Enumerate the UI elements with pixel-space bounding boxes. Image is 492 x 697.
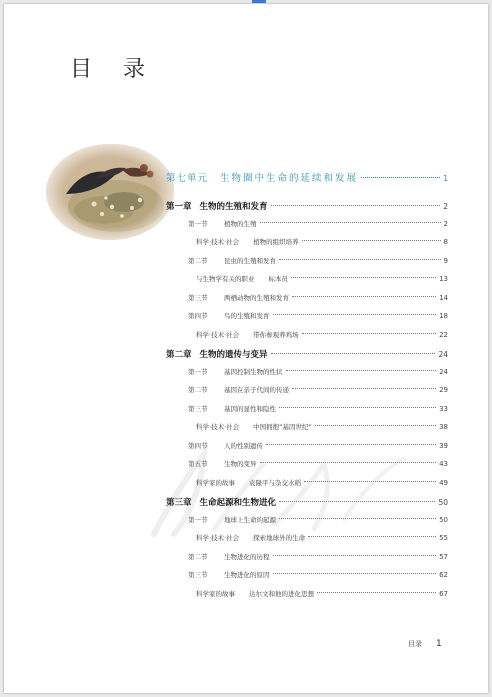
toc-entry-title: 生物的遗传与变异	[199, 350, 268, 360]
table-of-contents	[166, 200, 448, 607]
page-number: 50	[439, 515, 448, 524]
scroll-position-marker	[252, 0, 266, 3]
toc-entry-number: 第三节	[188, 571, 208, 579]
toc-reading-entry[interactable]	[166, 422, 448, 441]
dot-leader	[279, 407, 436, 408]
toc-entry-number: 科学·技术·社会	[196, 534, 240, 542]
toc-entry-number: 第五节	[188, 460, 208, 468]
toc-reading-entry[interactable]	[166, 237, 448, 256]
toc-entry-title: 植物的组织培养	[253, 238, 299, 246]
toc-entry-number: 第四节	[188, 312, 208, 320]
page-number: 55	[439, 534, 448, 542]
page-number: 49	[439, 478, 448, 487]
toc-section-entry[interactable]	[166, 385, 448, 404]
page-number: 24	[439, 367, 448, 376]
toc-section-entry[interactable]	[166, 515, 448, 534]
toc-entry-number: 第一节	[188, 219, 208, 228]
page-number: 14	[439, 293, 448, 302]
page-number: 1	[443, 174, 448, 183]
toc-section-entry[interactable]	[166, 256, 448, 275]
toc-section-entry[interactable]	[166, 293, 448, 312]
dot-leader	[273, 314, 437, 315]
toc-entry-title: 袁隆平与杂交水稻	[249, 478, 301, 487]
page-title: 目 录	[70, 57, 157, 82]
page-number: 24	[438, 350, 448, 359]
page-number: 62	[439, 571, 448, 579]
page-number: 43	[439, 460, 448, 468]
dot-leader	[260, 222, 441, 223]
footer-label: 目录	[408, 640, 422, 648]
dot-leader	[260, 462, 437, 463]
page-number: 39	[439, 441, 448, 450]
dot-leader	[291, 277, 436, 278]
toc-entry-title: 标本员	[268, 275, 288, 283]
toc-entry-number: 第三节	[188, 404, 208, 413]
toc-entry-title: 达尔文和他的进化思想	[249, 589, 314, 598]
page-number: 33	[439, 404, 448, 413]
dot-leader	[279, 259, 441, 260]
page-number: 67	[439, 589, 448, 598]
dot-leader	[361, 177, 440, 178]
toc-entry-title: 生物进化的原因	[224, 571, 270, 579]
unit-heading-entry[interactable]	[166, 170, 448, 184]
toc-chapter-entry[interactable]	[166, 200, 448, 219]
toc-entry-number: 第四节	[188, 441, 208, 450]
page-number: 13	[439, 275, 448, 283]
toc-chapter-entry[interactable]	[166, 496, 448, 515]
page-number: 8	[443, 238, 448, 246]
toc-section-entry[interactable]	[166, 367, 448, 386]
page-number: 29	[439, 386, 448, 394]
toc-reading-entry[interactable]	[166, 533, 448, 552]
toc-entry-number: 科学家的故事	[196, 589, 235, 598]
toc-entry-number: 第二节	[188, 256, 208, 265]
dot-leader	[292, 388, 436, 389]
dot-leader	[317, 592, 436, 593]
dot-leader	[279, 501, 435, 502]
page-footer	[408, 639, 442, 649]
toc-entry-number: 第三节	[188, 293, 208, 302]
dot-leader	[304, 481, 436, 482]
toc-entry-number: 科学家的故事	[196, 478, 235, 487]
toc-entry-title: 基因的显性和隐性	[224, 404, 276, 413]
page-number: 9	[443, 256, 448, 265]
toc-section-entry[interactable]	[166, 441, 448, 460]
toc-entry-number: 第一章	[166, 202, 192, 212]
unit-illustration	[46, 144, 174, 240]
toc-section-entry[interactable]	[166, 552, 448, 571]
toc-entry-title: 两栖动物的生殖和发育	[224, 293, 289, 302]
dot-leader	[286, 370, 437, 371]
toc-entry-title: 地球上生命的起源	[224, 515, 276, 524]
toc-entry-number: 与生物学有关的职业	[196, 275, 255, 283]
toc-entry-title: 中国拥抱“基因世纪”	[253, 423, 312, 431]
toc-section-entry[interactable]	[166, 570, 448, 589]
page-number: 18	[439, 312, 448, 320]
dot-leader	[302, 240, 441, 241]
dot-leader	[266, 444, 436, 445]
page-number: 22	[439, 330, 448, 339]
toc-entry-title: 生物的变异	[224, 460, 257, 468]
toc-section-entry[interactable]	[166, 459, 448, 478]
document-page	[4, 4, 488, 693]
toc-entry-title: 生命起源和生物进化	[199, 498, 277, 508]
dot-leader	[308, 536, 436, 537]
toc-entry-number: 第二节	[188, 552, 208, 561]
toc-entry-title: 生物进化的历程	[224, 552, 270, 561]
toc-entry-title: 带你参观养鸡场	[253, 330, 299, 339]
footer-page-number: 1	[436, 639, 442, 649]
toc-entry-number: 第三章	[166, 498, 192, 508]
toc-reading-entry[interactable]	[166, 330, 448, 349]
toc-entry-number: 科学·技术·社会	[196, 330, 240, 339]
toc-entry-title: 昆虫的生殖和发育	[224, 256, 276, 265]
page-number: 2	[443, 202, 448, 211]
toc-entry-number: 第一节	[188, 515, 208, 524]
unit-title: 生物圈中生命的延续和发展	[220, 173, 359, 184]
toc-entry-number: 第一节	[188, 367, 208, 376]
toc-reading-entry[interactable]	[166, 274, 448, 293]
page-number: 50	[438, 498, 448, 507]
page-number: 57	[439, 552, 448, 561]
page-number: 2	[443, 219, 448, 228]
toc-reading-entry[interactable]	[166, 478, 448, 497]
dot-leader	[302, 333, 436, 334]
unit-number: 第七单元	[166, 173, 209, 184]
toc-entry-number: 科学·技术·社会	[196, 423, 240, 431]
toc-section-entry[interactable]	[166, 311, 448, 330]
toc-section-entry[interactable]	[166, 219, 448, 238]
dot-leader	[273, 555, 437, 556]
dot-leader	[271, 353, 436, 354]
page-number: 38	[439, 423, 448, 431]
toc-entry-title: 人的性别遗传	[224, 441, 263, 450]
toc-entry-title: 植物的生殖	[224, 219, 257, 228]
dot-leader	[292, 296, 436, 297]
dot-leader	[271, 205, 441, 206]
toc-entry-title: 鸟的生殖和发育	[224, 312, 270, 320]
toc-entry-number: 科学·技术·社会	[196, 238, 240, 246]
toc-entry-title: 生物的生殖和发育	[199, 202, 268, 212]
toc-entry-title: 基因控制生物的性状	[224, 367, 283, 376]
toc-reading-entry[interactable]	[166, 589, 448, 608]
toc-entry-number: 第二节	[188, 386, 208, 394]
dot-leader	[315, 425, 436, 426]
dot-leader	[279, 518, 436, 519]
toc-chapter-entry[interactable]	[166, 348, 448, 367]
toc-entry-number: 第二章	[166, 350, 192, 360]
toc-entry-title: 探索地球外的生命	[253, 534, 306, 542]
toc-entry-title: 基因在亲子代间的传递	[224, 386, 289, 394]
dot-leader	[273, 573, 437, 574]
toc-section-entry[interactable]	[166, 404, 448, 423]
